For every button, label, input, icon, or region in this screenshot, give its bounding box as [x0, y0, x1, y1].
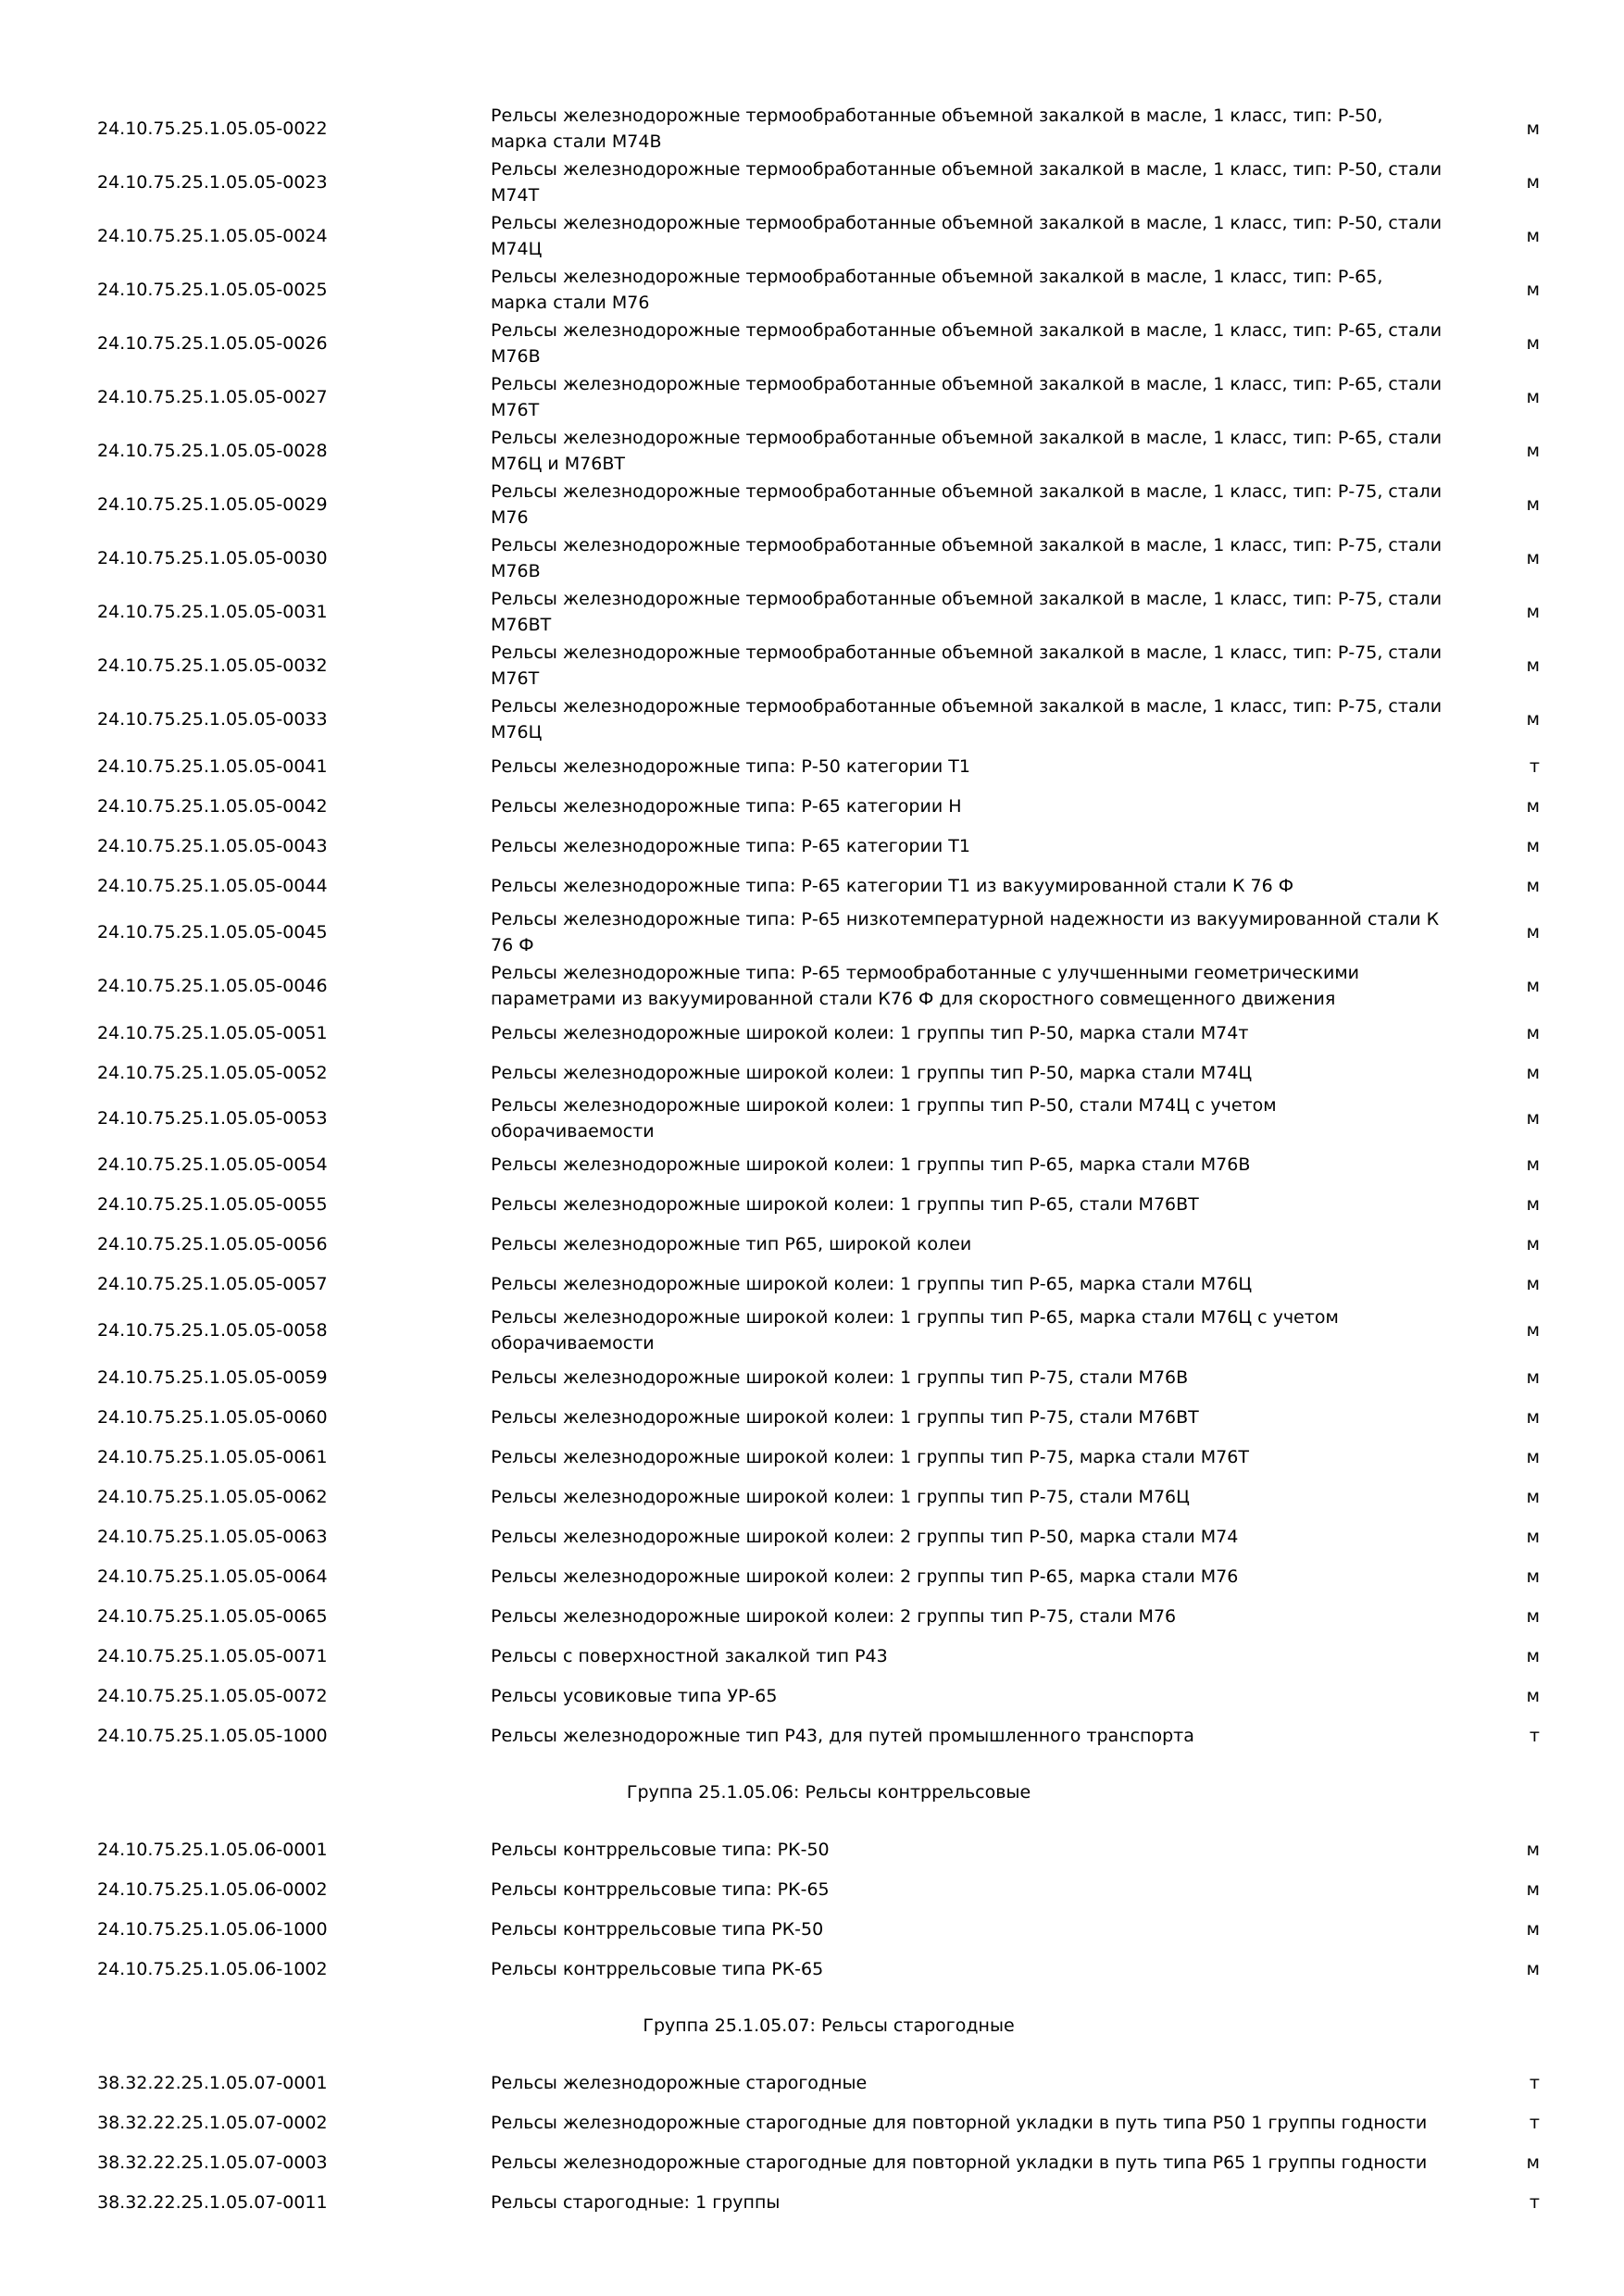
- code-cell: 24.10.75.25.1.05.06-0002: [97, 1878, 328, 1900]
- name-cell: Рельсы усовиковые типа УР-65: [491, 1685, 778, 1706]
- name-cell: Рельсы железнодорожные широкой колеи: 1 группы тип Р-75, стали М76В: [491, 1366, 1189, 1388]
- code-cell: 24.10.75.25.1.05.05-0052: [97, 1062, 328, 1083]
- code-cell: 24.10.75.25.1.05.06-1000: [97, 1918, 328, 1940]
- table-row: [97, 1949, 1560, 1989]
- table-row: [97, 585, 1560, 639]
- table-row: [97, 1264, 1560, 1304]
- code-cell: 24.10.75.25.1.05.05-0045: [97, 922, 328, 942]
- group-heading-row: [97, 1989, 1560, 2063]
- code-cell: 24.10.75.25.1.05.05-0024: [97, 226, 328, 246]
- name-cell: Рельсы железнодорожные старогодные: [491, 2072, 868, 2093]
- code-cell: 24.10.75.25.1.05.05-0026: [97, 333, 328, 354]
- table-row: [97, 531, 1560, 585]
- table-row: [97, 424, 1560, 478]
- unit-cell: т: [1529, 755, 1540, 777]
- table-body: [97, 102, 1560, 2222]
- unit-cell: м: [1526, 1273, 1540, 1294]
- unit-cell: м: [1526, 2152, 1540, 2173]
- name-cell: Рельсы железнодорожные широкой колеи: 2 группы тип Р-50, марка стали М74: [491, 1526, 1239, 1547]
- table-row: [97, 478, 1560, 531]
- table-row: [97, 1636, 1560, 1676]
- name-cell: Рельсы железнодорожные широкой колеи: 1 группы тип Р-65, марка стали М76Ц: [491, 1273, 1253, 1294]
- code-cell: 38.32.22.25.1.05.07-0003: [97, 2152, 328, 2173]
- table-row: [97, 1053, 1560, 1092]
- code-cell: 24.10.75.25.1.05.05-0064: [97, 1566, 328, 1587]
- unit-cell: м: [1526, 795, 1540, 817]
- code-cell: 24.10.75.25.1.05.05-0053: [97, 1108, 328, 1129]
- table-row: [97, 1013, 1560, 1053]
- table-row: [97, 1556, 1560, 1596]
- code-cell: 24.10.75.25.1.05.05-0056: [97, 1233, 328, 1254]
- table-row: [97, 370, 1560, 424]
- name-cell: Рельсы железнодорожные термообработанные объемной закалкой в масле, 1 класс, тип: Р-50, марка стали М74В: [491, 106, 1383, 152]
- unit-cell: т: [1529, 2112, 1540, 2133]
- unit-cell: м: [1526, 1062, 1540, 1083]
- table-row: [97, 1397, 1560, 1437]
- table-row: [97, 1829, 1560, 1869]
- unit-cell: м: [1526, 1108, 1540, 1129]
- code-cell: 24.10.75.25.1.05.05-0051: [97, 1022, 328, 1043]
- table-row: [97, 1676, 1560, 1716]
- code-cell: 24.10.75.25.1.05.05-0031: [97, 602, 328, 622]
- name-cell: Рельсы железнодорожные широкой колеи: 2 группы тип Р-65, марка стали М76: [491, 1566, 1239, 1587]
- name-cell: Рельсы контррельсовые типа: РК-65: [491, 1878, 830, 1900]
- table-row: [97, 263, 1560, 317]
- code-cell: 24.10.75.25.1.05.05-0065: [97, 1605, 328, 1627]
- name-cell: Рельсы железнодорожные типа: Р-65 низкотемпературной надежности из вакуумированной стали К 76 Ф: [491, 909, 1440, 955]
- unit-cell: м: [1526, 709, 1540, 730]
- table-row: [97, 1869, 1560, 1909]
- code-cell: 24.10.75.25.1.05.05-0025: [97, 280, 328, 300]
- table-row: [97, 1909, 1560, 1949]
- name-cell: Рельсы железнодорожные типа: Р-65 категории Т1 из вакуумированной стали К 76 Ф: [491, 875, 1294, 896]
- unit-cell: м: [1526, 280, 1540, 300]
- unit-cell: м: [1526, 835, 1540, 856]
- table-row: [97, 1184, 1560, 1224]
- table-row: [97, 1716, 1560, 1755]
- code-cell: 24.10.75.25.1.05.05-0055: [97, 1193, 328, 1215]
- unit-cell: м: [1526, 1022, 1540, 1043]
- name-cell: Рельсы железнодорожные широкой колеи: 1 группы тип Р-50, марка стали М74Ц: [491, 1062, 1253, 1083]
- table-row: [97, 786, 1560, 826]
- unit-cell: м: [1526, 1839, 1540, 1860]
- table-row: [97, 102, 1560, 156]
- name-cell: Рельсы железнодорожные термообработанные объемной закалкой в масле, 1 класс, тип: Р-50, стали М74Т: [491, 159, 1443, 206]
- code-cell: 38.32.22.25.1.05.07-0011: [97, 2191, 328, 2213]
- table-row: [97, 1224, 1560, 1264]
- name-cell: Рельсы железнодорожные широкой колеи: 2 группы тип Р-75, стали М76: [491, 1605, 1177, 1627]
- table-row: [97, 693, 1560, 746]
- name-cell: Рельсы железнодорожные термообработанные объемной закалкой в масле, 1 класс, тип: Р-65, стали М76В: [491, 320, 1443, 367]
- code-cell: 38.32.22.25.1.05.07-0001: [97, 2072, 328, 2093]
- unit-cell: м: [1526, 1406, 1540, 1428]
- code-cell: 24.10.75.25.1.05.05-0043: [97, 835, 328, 856]
- table-row: [97, 1596, 1560, 1636]
- name-cell: Рельсы железнодорожные широкой колеи: 1 группы тип Р-75, марка стали М76Т: [491, 1446, 1249, 1467]
- unit-cell: м: [1526, 226, 1540, 246]
- unit-cell: т: [1529, 2191, 1540, 2213]
- group-heading-cell: [97, 1755, 1560, 1829]
- name-cell: Рельсы железнодорожные термообработанные объемной закалкой в масле, 1 класс, тип: Р-75, стали М76Ц: [491, 696, 1443, 742]
- group-heading-cell: [97, 1989, 1560, 2063]
- unit-cell: м: [1526, 1685, 1540, 1706]
- code-cell: 24.10.75.25.1.05.05-0071: [97, 1645, 328, 1666]
- unit-cell: м: [1526, 922, 1540, 942]
- unit-cell: м: [1526, 1446, 1540, 1467]
- name-cell: Рельсы железнодорожные старогодные для повторной укладки в путь типа Р65 1 группы годности: [491, 2152, 1428, 2173]
- table-row: [97, 1144, 1560, 1184]
- code-cell: 24.10.75.25.1.05.05-0057: [97, 1273, 328, 1294]
- unit-cell: м: [1526, 1366, 1540, 1388]
- unit-cell: м: [1526, 441, 1540, 461]
- name-cell: Рельсы железнодорожные термообработанные объемной закалкой в масле, 1 класс, тип: Р-65, марка стали М76: [491, 267, 1383, 313]
- name-cell: Рельсы контррельсовые типа РК-65: [491, 1958, 824, 1979]
- table-row: [97, 1092, 1560, 1144]
- name-cell: Рельсы железнодорожные широкой колеи: 1 группы тип Р-50, марка стали М74т: [491, 1022, 1249, 1043]
- table-row: [97, 905, 1560, 959]
- name-cell: Рельсы железнодорожные термообработанные объемной закалкой в масле, 1 класс, тип: Р-75, стали М76Т: [491, 643, 1443, 689]
- table-row: [97, 866, 1560, 905]
- code-cell: 24.10.75.25.1.05.05-0028: [97, 441, 328, 461]
- code-cell: 24.10.75.25.1.05.05-0060: [97, 1406, 328, 1428]
- name-cell: Рельсы железнодорожные широкой колеи: 1 группы тип Р-65, марка стали М76Ц с учетом оборачиваемости: [491, 1307, 1339, 1354]
- name-cell: Рельсы железнодорожные термообработанные объемной закалкой в масле, 1 класс, тип: Р-75, стали М76: [491, 481, 1443, 528]
- name-cell: Рельсы железнодорожные термообработанные объемной закалкой в масле, 1 класс, тип: Р-75, стали М76В: [491, 535, 1443, 581]
- unit-cell: м: [1526, 602, 1540, 622]
- unit-cell: м: [1526, 119, 1540, 139]
- code-cell: 24.10.75.25.1.05.05-0063: [97, 1526, 328, 1547]
- unit-cell: м: [1526, 875, 1540, 896]
- group-heading: Группа 25.1.05.06: Рельсы контррельсовые: [626, 1782, 1031, 1803]
- table-row: [97, 317, 1560, 370]
- name-cell: Рельсы железнодорожные термообработанные объемной закалкой в масле, 1 класс, тип: Р-65, стали М76Т: [491, 374, 1443, 420]
- code-cell: 24.10.75.25.1.05.05-0041: [97, 755, 328, 777]
- unit-cell: м: [1526, 1320, 1540, 1341]
- unit-cell: т: [1529, 2072, 1540, 2093]
- table-row: [97, 156, 1560, 209]
- code-cell: 24.10.75.25.1.05.05-0072: [97, 1685, 328, 1706]
- name-cell: Рельсы железнодорожные тип Р43, для путей промышленного транспорта: [491, 1725, 1194, 1746]
- table-row: [97, 2142, 1560, 2182]
- table-row: [97, 639, 1560, 693]
- table-row: [97, 2182, 1560, 2222]
- code-cell: 24.10.75.25.1.05.05-0032: [97, 655, 328, 676]
- table-row: [97, 826, 1560, 866]
- name-cell: Рельсы железнодорожные старогодные для повторной укладки в путь типа Р50 1 группы годности: [491, 2112, 1428, 2133]
- code-cell: 24.10.75.25.1.05.05-0029: [97, 494, 328, 515]
- code-cell: 24.10.75.25.1.05.05-0030: [97, 548, 328, 568]
- table-row: [97, 746, 1560, 786]
- name-cell: Рельсы с поверхностной закалкой тип Р43: [491, 1645, 888, 1666]
- name-cell: Рельсы железнодорожные широкой колеи: 1 группы тип Р-75, стали М76Ц: [491, 1486, 1190, 1507]
- code-cell: 24.10.75.25.1.05.05-0061: [97, 1446, 328, 1467]
- code-cell: 24.10.75.25.1.05.05-0027: [97, 387, 328, 407]
- name-cell: Рельсы железнодорожные широкой колеи: 1 группы тип Р-50, стали М74Ц с учетом оборачиваемости: [491, 1095, 1277, 1142]
- code-cell: 24.10.75.25.1.05.05-0059: [97, 1366, 328, 1388]
- unit-cell: м: [1526, 1486, 1540, 1507]
- table-row: [97, 1304, 1560, 1357]
- table-row: [97, 1357, 1560, 1397]
- name-cell: Рельсы железнодорожные типа: Р-65 категории Н: [491, 795, 962, 817]
- name-cell: Рельсы железнодорожные широкой колеи: 1 группы тип Р-65, стали М76ВТ: [491, 1193, 1199, 1215]
- table-row: [97, 2063, 1560, 2103]
- table-row: [97, 959, 1560, 1013]
- code-cell: 24.10.75.25.1.05.05-0054: [97, 1154, 328, 1175]
- code-cell: 24.10.75.25.1.05.05-0044: [97, 875, 328, 896]
- table-row: [97, 1516, 1560, 1556]
- code-cell: 24.10.75.25.1.05.06-0001: [97, 1839, 328, 1860]
- unit-cell: м: [1526, 655, 1540, 676]
- resource-table: [97, 102, 1560, 2222]
- unit-cell: м: [1526, 1566, 1540, 1587]
- code-cell: 24.10.75.25.1.05.05-0058: [97, 1320, 328, 1341]
- name-cell: Рельсы железнодорожные тип Р65, широкой колеи: [491, 1233, 972, 1254]
- code-cell: 24.10.75.25.1.05.05-0046: [97, 976, 328, 996]
- name-cell: Рельсы железнодорожные термообработанные объемной закалкой в масле, 1 класс, тип: Р-65, стали М76Ц и М76ВТ: [491, 428, 1443, 474]
- unit-cell: м: [1526, 976, 1540, 996]
- code-cell: 24.10.75.25.1.05.05-0042: [97, 795, 328, 817]
- name-cell: Рельсы контррельсовые типа: РК-50: [491, 1839, 830, 1860]
- unit-cell: м: [1526, 494, 1540, 515]
- table-row: [97, 2103, 1560, 2142]
- code-cell: 24.10.75.25.1.05.05-1000: [97, 1725, 328, 1746]
- code-cell: 24.10.75.25.1.05.05-0022: [97, 119, 328, 139]
- group-heading: Группа 25.1.05.07: Рельсы старогодные: [643, 2015, 1015, 2036]
- name-cell: Рельсы железнодорожные типа: Р-65 термообработанные с улучшенными геометрическими параметрами из вакуумированной стали К76 Ф для скоростного совмещенного движения: [491, 963, 1360, 1009]
- unit-cell: м: [1526, 387, 1540, 407]
- unit-cell: м: [1526, 1958, 1540, 1979]
- name-cell: Рельсы железнодорожные термообработанные объемной закалкой в масле, 1 класс, тип: Р-50, стали М74Ц: [491, 213, 1443, 259]
- unit-cell: м: [1526, 1526, 1540, 1547]
- unit-cell: м: [1526, 1918, 1540, 1940]
- group-heading-row: [97, 1755, 1560, 1829]
- name-cell: Рельсы железнодорожные термообработанные объемной закалкой в масле, 1 класс, тип: Р-75, стали М76ВТ: [491, 589, 1443, 635]
- name-cell: Рельсы старогодные: 1 группы: [491, 2191, 781, 2213]
- table-row: [97, 1477, 1560, 1516]
- name-cell: Рельсы контррельсовые типа РК-50: [491, 1918, 824, 1940]
- unit-cell: м: [1526, 1233, 1540, 1254]
- unit-cell: т: [1529, 1725, 1540, 1746]
- code-cell: 24.10.75.25.1.05.06-1002: [97, 1958, 328, 1979]
- name-cell: Рельсы железнодорожные типа: Р-50 категории Т1: [491, 755, 970, 777]
- code-cell: 24.10.75.25.1.05.05-0033: [97, 709, 328, 730]
- unit-cell: м: [1526, 172, 1540, 193]
- unit-cell: м: [1526, 333, 1540, 354]
- unit-cell: м: [1526, 1154, 1540, 1175]
- unit-cell: м: [1526, 1878, 1540, 1900]
- unit-cell: м: [1526, 1605, 1540, 1627]
- name-cell: Рельсы железнодорожные широкой колеи: 1 группы тип Р-65, марка стали М76В: [491, 1154, 1251, 1175]
- table-row: [97, 1437, 1560, 1477]
- code-cell: 38.32.22.25.1.05.07-0002: [97, 2112, 328, 2133]
- code-cell: 24.10.75.25.1.05.05-0062: [97, 1486, 328, 1507]
- unit-cell: м: [1526, 1645, 1540, 1666]
- name-cell: Рельсы железнодорожные широкой колеи: 1 группы тип Р-75, стали М76ВТ: [491, 1406, 1199, 1428]
- unit-cell: м: [1526, 1193, 1540, 1215]
- table-row: [97, 209, 1560, 263]
- code-cell: 24.10.75.25.1.05.05-0023: [97, 172, 328, 193]
- unit-cell: м: [1526, 548, 1540, 568]
- name-cell: Рельсы железнодорожные типа: Р-65 категории Т1: [491, 835, 970, 856]
